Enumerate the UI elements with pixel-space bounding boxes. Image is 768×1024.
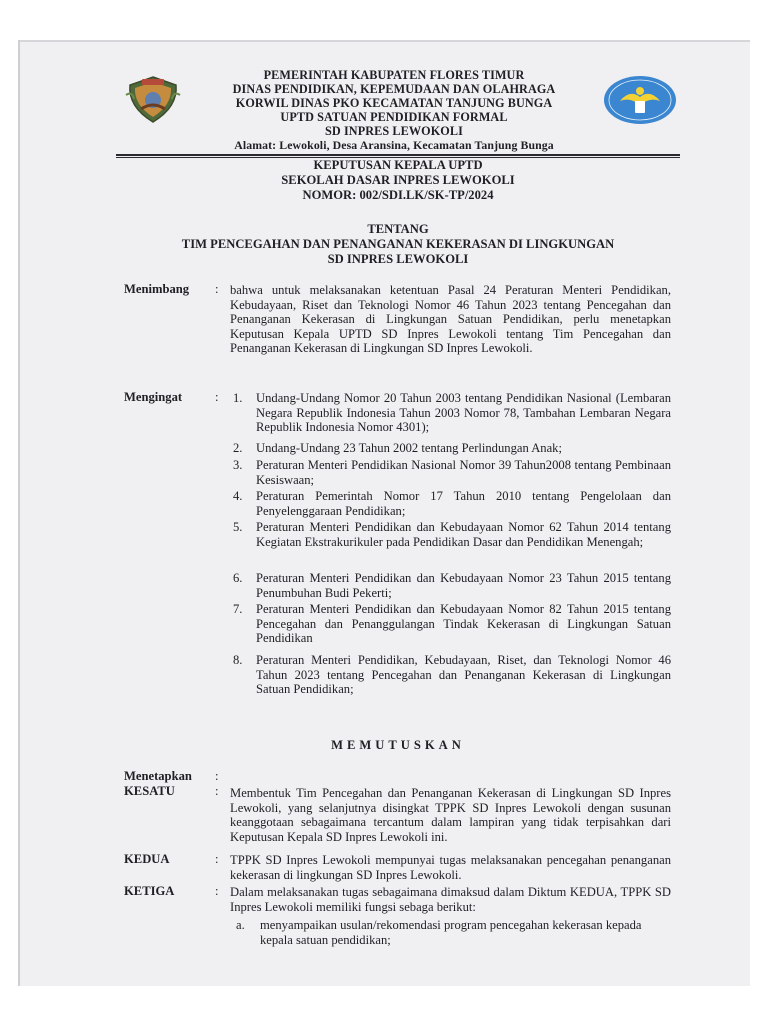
letterhead [190,68,598,152]
regency-emblem-logo [124,73,182,125]
mengingat-item-3-number: 3. [233,458,243,472]
tut-wuri-handayani-logo [602,75,678,125]
kesatu-text: Membentuk Tim Pencegahan dan Penanganan Kekerasan di Lingkungan SD Inpres Lewokoli, yang selanjutnya disingkat TPPK SD Inpres Lewokoli dengan susunan keanggotaan sebagaimana tercantum dalam lampiran yang tidak terpisahkan dari Keputusan Kepala SD Inpres Lewokoli ini. [230,786,671,844]
mengingat-item-4: Peraturan Pemerintah Nomor 17 Tahun 2010 tentang Pengelolaan dan Penyelenggaraan Pendidikan; [256,489,671,518]
kedua-colon: : [215,852,219,866]
mengingat-item-5-number: 5. [233,520,243,534]
menimbang-colon: : [215,282,219,296]
mengingat-item-2: Undang-Undang 23 Tahun 2002 tentang Perlindungan Anak; [256,441,562,455]
mengingat-colon: : [215,390,219,404]
mengingat-item-2-number: 2. [233,441,243,455]
mengingat-item-6-number: 6. [233,571,243,585]
menimbang-label: Menimbang [124,282,190,296]
decree-number: NOMOR: 002/SDI.LK/SK-TP/2024 [302,188,494,202]
mengingat-item-1-number: 1. [233,391,243,405]
mengingat-label: Mengingat [124,390,183,404]
subject-line-1: TIM PENCEGAHAN DAN PENANGANAN KEKERASAN DI LINGKUNGAN [181,237,615,251]
menetapkan-colon: : [215,769,219,783]
ketiga-text: Dalam melaksanakan tugas sebagaimana dimaksud dalam Diktum KEDUA, TPPK SD Inpres Lewokoli memiliki fungsi sebaga berikut: [230,885,671,914]
ketiga-item-a-letter: a. [236,918,245,932]
letterhead-line-5: SD INPRES LEWOKOLI [325,124,463,138]
mengingat-item-7-number: 7. [233,602,243,616]
memutuskan-heading: MEMUTUSKAN [331,738,465,752]
letterhead-line-1: PEMERINTAH KABUPATEN FLORES TIMUR [263,68,525,82]
menetapkan-label: Menetapkan [124,769,192,783]
mengingat-item-7: Peraturan Menteri Pendidikan dan Kebudayaan Nomor 82 Tahun 2015 tentang Pencegahan dan Penanggulangan Tindak Kekerasan di Lingkungan Satuan Pendidikan [256,602,671,645]
mengingat-item-6: Peraturan Menteri Pendidikan dan Kebudayaan Nomor 23 Tahun 2015 tentang Penumbuhan Budi Pekerti; [256,571,671,600]
kesatu-label: KESATU [124,784,175,798]
letterhead-rule-thick [116,154,680,156]
ketiga-item-a: menyampaikan usulan/rekomendasi program pencegahan kekerasan kepada kepala satuan pendidikan; [260,918,642,947]
decree-subject [116,222,680,267]
decree-title-line-1: KEPUTUSAN KEPALA UPTD [313,158,483,172]
mengingat-item-5: Peraturan Menteri Pendidikan dan Kebudayaan Nomor 62 Tahun 2014 tentang Kegiatan Ekstrakurikuler pada Pendidikan Dasar dan Pendidikan Menengah; [256,520,671,549]
letterhead-line-3: KORWIL DINAS PKO KECAMATAN TANJUNG BUNGA [235,96,553,110]
decree-title [116,158,680,203]
kedua-label: KEDUA [124,852,170,866]
letterhead-line-2: DINAS PENDIDIKAN, KEPEMUDAAN DAN OLAHRAGA [232,82,556,96]
kesatu-colon: : [215,784,219,798]
subject-line-2: SD INPRES LEWOKOLI [327,252,469,266]
mengingat-item-3: Peraturan Menteri Pendidikan Nasional Nomor 39 Tahun2008 tentang Pembinaan Kesiswaan; [256,458,671,487]
mengingat-item-4-number: 4. [233,489,243,503]
ketiga-colon: : [215,884,219,898]
decree-title-line-2: SEKOLAH DASAR INPRES LEWOKOLI [281,173,515,187]
ketiga-label: KETIGA [124,884,175,898]
mengingat-item-1: Undang-Undang Nomor 20 Tahun 2003 tentang Pendidikan Nasional (Lembaran Negara Republik Indonesia Tahun 2003 Nomor 78, Tambahan Lembaran Negara Republik Indonesia Nomor 4301); [256,391,671,434]
mengingat-item-8: Peraturan Menteri Pendidikan, Kebudayaan, Riset, dan Teknologi Nomor 46 Tahun 2023 tentang Pencegahan dan Penanganan Kekerasan di Lingkungan Satuan Pendidikan; [256,653,671,696]
mengingat-item-8-number: 8. [233,653,243,667]
kedua-text: TPPK SD Inpres Lewokoli mempunyai tugas melaksanakan pencegahan penanganan kekerasan di lingkungan SD Inpres Lewokoli. [230,853,671,882]
tentang-label: TENTANG [367,222,429,236]
menimbang-text: bahwa untuk melaksanakan ketentuan Pasal 24 Peraturan Menteri Pendidikan, Kebudayaan, Riset dan Teknologi Nomor 46 Tahun 2023 tentang Pencegahan dan Penanganan Kekerasan di Lingkungan Satuan Pendidikan, perlu menetapkan Keputusan Kepala UPTD SD Inpres Lewokoli tentang Tim Pencegahan dan Penanganan Kekerasan di Lingkungan SD Inpres Lewokoli. [230,283,671,355]
letterhead-address: Alamat: Lewokoli, Desa Aransina, Kecamatan Tanjung Bunga [234,138,554,152]
letterhead-line-4: UPTD SATUAN PENDIDIKAN FORMAL [280,110,508,124]
